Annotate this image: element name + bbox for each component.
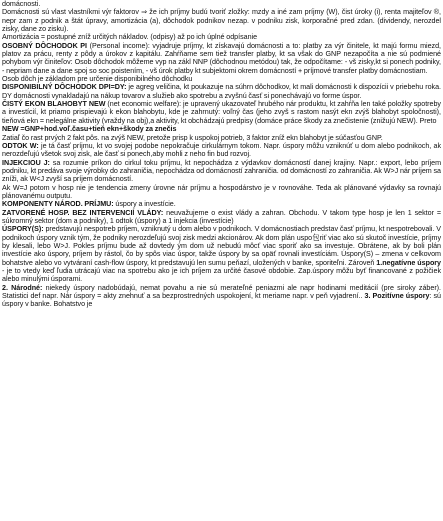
bold-heading-text: OSOBNÝ DÔCHODOK PI	[2, 41, 90, 50]
paragraph	[2, 184, 441, 201]
body-text: Osob dôch je základom pre určenie disponibilného dôchodku	[2, 75, 193, 84]
body-text: je agreg veličina, kt poukazuje na súhrn dôchodkov, kt mali domácnosti k dispozícii v priebehu roka. DY domácnosti vynakladajú na nákup tovarov a služieb ako spotrebu a zvyšnú časť si ponechávajú vo forme úspor.	[2, 83, 441, 100]
body-text: niekedy úspory nadobúdajú, nemat povahu a nie sú merateľné peniazmi ale napr hodinami meditácií (pre siroky záber). Statistici def napr. Nár úspory = akty znehnuť a sa bezprostredných uspokojení, kt meriame napr. v peň vyjadrení..	[2, 283, 441, 301]
body-text: predstavujú nespotreb príjem, vzniknutý u dom alebo v podnikoch. V domácnostiach predstav časť príjmu, kt nespotrebovali. V podnikoch úspory vznik tým, že podniky nerozdeľujú svoj zisk medzi akcionárov. Ak dom plán uspo包riť viac ako sú skutoč investície, príjmy by klesali, lebo W>J. Pokles príjmu bude až dovtedy ým dom už nebudú môcť viac sporiť ako sa investuje. Obrátene, ak by boli plán investície ako úspory, príjem by rástol, čo by spôs viac úspor, takže úspory by sa opäť rovnali investíciám. Úspory(S) – zmena v celkovom bohatstve alebo vo vytváraní cash-flow úspory, kt predstavujú len sumu peňazí, uložených v banke, sporiteľni. Zároveň	[2, 225, 441, 267]
paragraph	[2, 225, 441, 283]
body-text: (net economic welfare): je upravený ukazovateľ hrubého nár produktu, kt zahŕňa len také položky spotreby a investícií, kt priamo prispievajú k ekon blahobytu, kde je zahrnutý: voľný čas (jeho zvyš s rastom nasýt ekn zvýš blahobyt spoločnosti), tieňová ekn = nelegálne aktivity (vraždy na obj),a aktivity, kt obchádzajú predpisy (domáce práce škody za znečistenie (znižujú NEW). Preto	[2, 100, 441, 125]
body-text: Amortizácia = postupné zníž určitých nákladov. (odpisy) až po ich úplné odpísanie	[2, 33, 258, 42]
body-text: (Personal income): vyjadruje príjmy, kt získavajú domácnosti a to: platby za výr činitele, kt majú formu miezd, platov za prácu, renty z pôdy a úrokov z kapitálu. Zahŕňame sem tiež transfer platby, kt sa však do GNP nezapočíta a nie sú podmiené pohybom výr činiteľov: Osob dôchodok môžeme vyp na zákl NNP (dôchodnou metódou) tak, že odpočítame: - vš zisky,kt si ponech podniky, - nepriam dane a dane spoj so soc poistením, - vš úrok platby kt subjektomi okrem domácností + príjmové transfer platby domácnostiam.	[2, 41, 441, 75]
body-text: - je to vtedy keď ľudia utrácajú viac na spotrebu ako je ich príjem za určité časové obdobie. Zap.úspory môžu byť financované z požičiek alebo minulými úsporami.	[2, 267, 441, 284]
bold-heading-text: INJEKCIOU J:	[2, 158, 53, 167]
body-text: Ak W=J potom v hosp nie je tendencia zmeny úrovne nár príjmu a hospodárstvo je v rovnováhe. Teda ak plánované výdavky sa rovnajú plánovanému outputu.	[2, 183, 441, 200]
paragraph	[2, 100, 441, 125]
bold-heading-text: 3. Pozitívne úspory	[364, 292, 430, 301]
paragraph	[2, 134, 441, 142]
bold-heading-text: ÚSPORY(S):	[2, 225, 46, 234]
paragraph	[2, 33, 441, 41]
bold-heading-text: KOMPONENTY NÁROD. PRÍJMU:	[2, 200, 116, 209]
paragraph	[2, 209, 441, 226]
body-text: úspory a investície.	[115, 200, 176, 209]
bold-heading-text: DISPONIBILNÝ DÔCHODOK DPI=DY:	[2, 83, 129, 92]
paragraph	[2, 284, 441, 309]
paragraph	[2, 200, 441, 208]
body-text: je tá časť príjmu, kt vo svojej podobe nepokračuje cirkulárnym tokom. Napr. úspory môžu vzniknúť u dom alebo podnikoch, ak nerozdeľujú všetok svoj zisk, ale časť si ponech,aby mohli z neho fin bud rozvoj.	[2, 141, 442, 159]
bold-heading-text: 1.negatívne úspory	[376, 258, 441, 267]
paragraph	[2, 8, 441, 33]
paragraph	[2, 0, 441, 8]
paragraph	[2, 42, 441, 75]
paragraph	[2, 159, 441, 184]
document-page	[2, 0, 441, 309]
body-text: sa rozumie príkon do cirkul toku príjmu, kt nepochádza z výdavkov domácností danej krajiny. Napr.: export, lebo príjem podniku, kt predáva svoje výrobky do zahraničia, nepochádza od domácností zahraničia. od domácností zo zahraničia. Ak W>J nár príjem sa zníži, ak W<J zvyší sa príjem domácností.	[2, 158, 441, 184]
body-text: : sú úspory v banke. Bohatstvo je	[2, 292, 442, 309]
bold-heading-text: ODTOK W:	[2, 141, 41, 150]
paragraph	[2, 142, 441, 159]
body-text: Domácnosti sú vlast vlastníkmi výr faktorov ⇒ že ich príjmy budú tvoriť zložky: mzdy a iné zam príjmy (W), čist úroky (i), renta majiteľov ®, nepr zam z podnik a štát úpravy, amortizácia (a), dôchodok podnikov nezap. v podniku zisk, korporačné pred zdan. (dividendy, nerozdel zisky, dane zo zisku).	[2, 8, 441, 34]
body-text: neuvažujeme o exist vlády a zahran. Obchodu. V takom type hosp je len 1 sektor = súkromný sektor (dom a podniky), 1 odtok (úspory) a 1 injekcia (investície)	[2, 208, 441, 225]
body-text: domácnosti.	[2, 0, 41, 8]
bold-heading-text: ČISTÝ EKON BLAHOBYT NEW	[2, 100, 108, 109]
body-text: Zatiaľ čo rast prvých 2 fakt pôs. na zvýš NEW, pretože prisp k uspokoj potrieb, 3 faktor zníž ekn blahobyt je súčasťou GNP.	[2, 133, 383, 142]
bold-heading-text: ZATVORENÉ HOSP. BEZ INTERVENCIÍ VLÁDY:	[2, 208, 167, 217]
bold-heading-text: 2. Národné:	[2, 283, 46, 292]
paragraph	[2, 83, 441, 100]
paragraph	[2, 125, 441, 133]
bold-heading-text: NEW =GNP+hod.voľ.času+tieň ekn+škody za znečis	[2, 125, 177, 134]
